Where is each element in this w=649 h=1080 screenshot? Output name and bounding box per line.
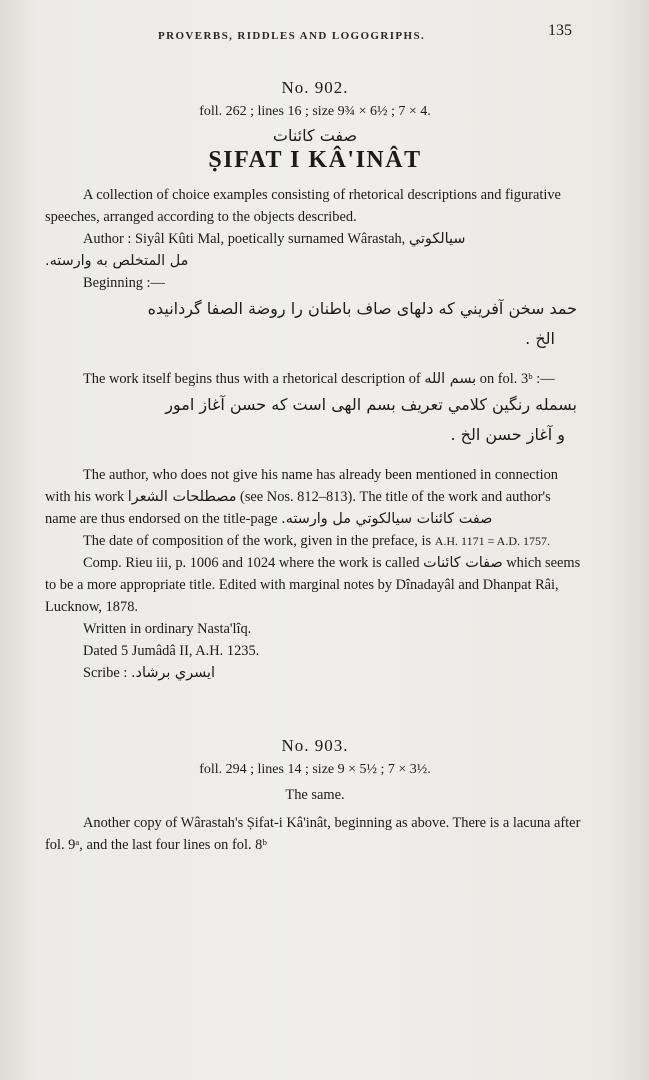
para-author-2: (see Nos. 812–813). The title of the work and author's name are thus endorsed on the title-page [45, 489, 551, 527]
dated: Dated 5 Jumâdâ II, A.H. 1235. [83, 643, 260, 659]
bismillah-arabic-2: و آغاز حسن الخ . [450, 425, 565, 444]
scribe-label: Scribe : [83, 665, 128, 681]
entry-902-title-arabic: صفت كائنات [272, 126, 358, 145]
para-author-1: The author, who does not give his name has already been mentioned in connection with his work [45, 467, 558, 505]
work-begins-text: The work itself begins thus with a rhetorical description of [83, 371, 421, 387]
scribe-arabic: ايسري برشاد. [130, 665, 215, 681]
beginning-arabic-2: الخ . [525, 329, 555, 348]
entry-902-number: No. 902. [281, 78, 349, 97]
date-paragraph [45, 530, 585, 552]
scribe [83, 662, 585, 684]
work-begins-arabic: بسم الله [424, 371, 477, 387]
para-author-arabic-2: صفت كائنات سيالكوتي مل وارسته. [281, 511, 493, 527]
bismillah-arabic-1: بسمله رنگين كلامي تعريف بسم الهى است كه حسن آغاز امور [165, 395, 577, 414]
written: Written in ordinary Nasta'lîq. [83, 621, 252, 637]
entry-903-meta: foll. 294 ; lines 14 ; size 9 × 5½ ; 7 × 3½. [199, 762, 431, 777]
entry-902-author-cont [45, 250, 585, 272]
author-text: Siyâl Kûti Mal, poetically surnamed Wârastah, [134, 231, 406, 247]
entry-902-meta: foll. 262 ; lines 16 ; size 9¾ × 6½ ; 7 × 4. [199, 104, 431, 119]
entry-902-author [83, 228, 585, 250]
beginning-arabic-1: حمد سخن آفريني كه دلهاى صاف باطنان را روضة الصفا گردانيده [147, 299, 577, 318]
entry-902-title: ṢIFAT I KÂ'INÂT [208, 147, 422, 173]
entry-902-description: A collection of choice examples consisting of rhetorical descriptions and figurative speeches, arranged according to the objects described. [45, 187, 561, 225]
page-number: 135 [548, 22, 572, 39]
author-arabic-2: مل المتخلص به وارسته. [45, 253, 189, 269]
author-label: Author : [83, 231, 132, 247]
work-begins-suffix: on fol. 3ᵇ :— [479, 371, 555, 387]
entry-903-number: No. 903. [281, 736, 349, 755]
entry-903-text: Another copy of Wârastah's Ṣifat-i Kâ'inât, beginning as above. There is a lacuna after fol. 9ᵃ, and the last four lines on fol. 8ᵇ [45, 815, 581, 853]
beginning-label: Beginning :— [83, 275, 165, 291]
comp-paragraph [45, 552, 585, 618]
page-header [0, 22, 649, 52]
entry-903-same: The same. [285, 787, 345, 803]
page-body [45, 78, 585, 856]
comp-arabic: صفات كائنات [423, 555, 503, 571]
comp-text-2: which seems to be a more appropriate title. Edited with marginal notes by Dînadayâl and Dhanpat Râi, Lucknow, 1878. [45, 555, 581, 615]
work-begins [45, 368, 585, 390]
date-text: The date of composition of the work, given in the preface, is [83, 533, 432, 549]
date-value: A.H. 1171 = A.D. 1757. [434, 534, 551, 548]
para-author-arabic: مصطلحات الشعرا [127, 489, 237, 505]
comp-text-1: Comp. Rieu iii, p. 1006 and 1024 where the work is called [83, 555, 420, 571]
running-title: PROVERBS, RIDDLES AND LOGOGRIPHS. [158, 30, 426, 42]
author-arabic-1: سيالكوتي [408, 231, 466, 247]
author-paragraph [45, 464, 585, 530]
